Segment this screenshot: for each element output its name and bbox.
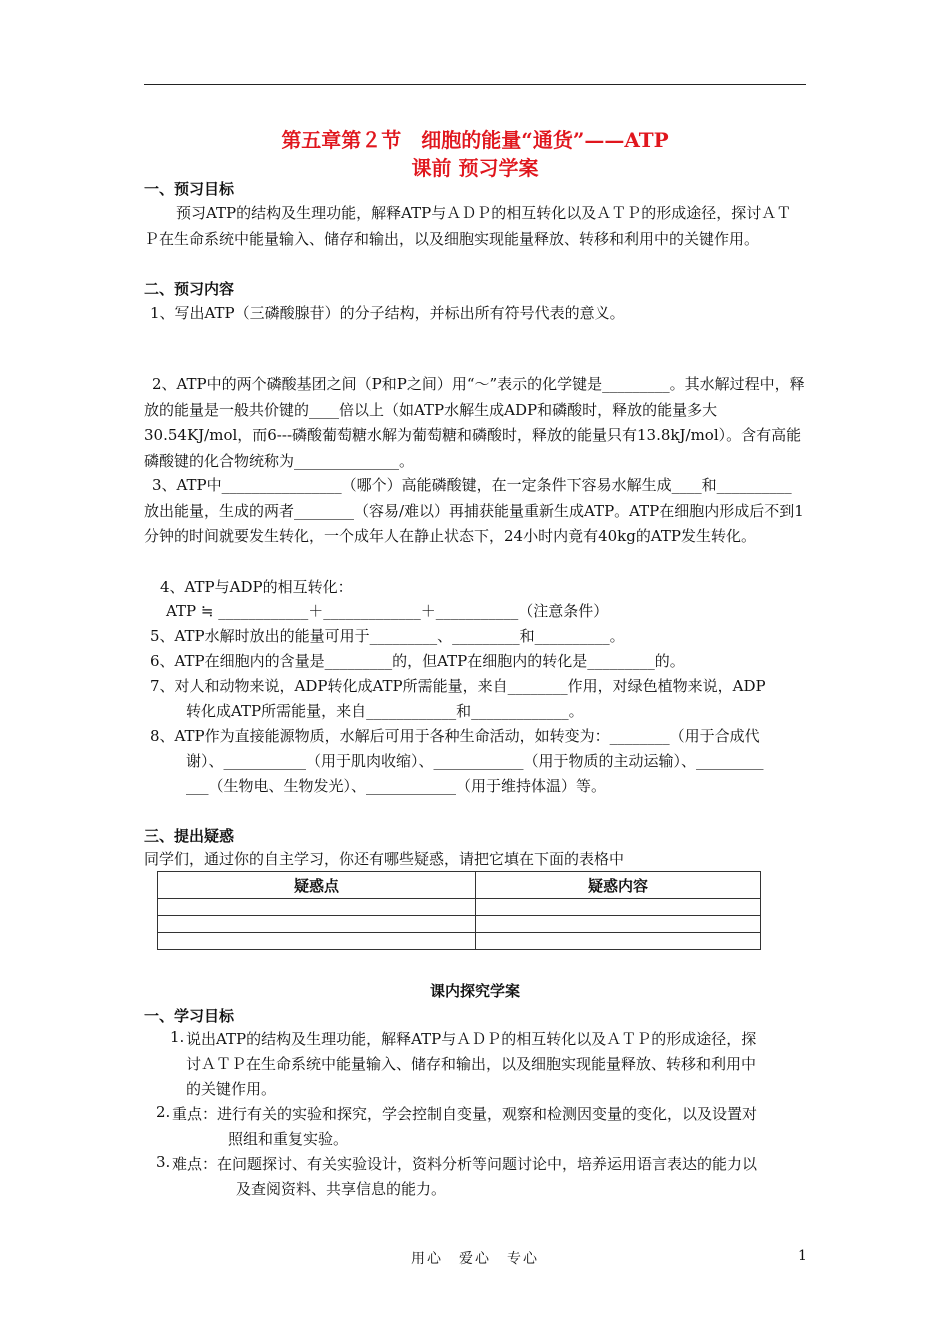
goal-2-number: 2. (156, 1103, 171, 1121)
part2-title: 课内探究学案 (429, 982, 520, 1000)
question-7-line1: 7、对人和动物来说，ADP转化成ATP所需能量，来自________作用，对绿色植物来说，ADP (150, 677, 766, 695)
question-8-line3: ___（生物电、生物发光）、____________（用于维持体温）等。 (186, 777, 607, 795)
goal-1-number: 1. (170, 1028, 185, 1046)
table-header-row (158, 872, 761, 899)
page-subtitle: 课前 预习学案 (411, 156, 539, 180)
question-8-line2: 谢）、___________（用于肌肉收缩）、____________（用于物质的主动运输）、_________ (186, 752, 764, 770)
question-3: 3、ATP中________________（哪个）高能磷酸键，在一定条件下容易水解生成____和__________放出能量，生成的两者________（容易/难以）再捕获能量重新生成ATP。ATP在细胞内形成后不到1分钟的时间就要发生转化，一个成年人在静止状态下，24小时内竟有40kg的ATP发生转化。 (144, 476, 804, 545)
section2-heading: 二、预习内容 (144, 280, 235, 298)
section3-heading: 三、提出疑惑 (144, 827, 235, 845)
question-4-equation: ATP ≒ ____________＋_____________＋___________（注意条件） (166, 602, 609, 620)
section1-text: 预习ATP的结构及生理功能，解释ATP与ＡＤＰ的相互转化以及ＡＴＰ的形成途径，探讨ＡＴＰ在生命系统中能量输入、储存和输出，以及细胞实现能量释放、转移和利用中的关键作用。 (144, 204, 792, 248)
table-row (158, 916, 761, 933)
section3-text: 同学们，通过你的自主学习，你还有哪些疑惑，请把它填在下面的表格中 (144, 850, 625, 868)
page-title: 第五章第２节 细胞的能量“通货”——ATP (281, 128, 669, 152)
question-5: 5、ATP水解时放出的能量可用于_________、_________和__________。 (150, 627, 625, 645)
table-row (158, 933, 761, 950)
part2-heading: 一、学习目标 (144, 1007, 235, 1025)
table-row (158, 899, 761, 916)
question-4-title: 4、ATP与ADP的相互转化： (160, 578, 353, 596)
table-cell[interactable] (158, 916, 476, 933)
table-cell[interactable] (476, 916, 761, 933)
table-cell[interactable] (476, 933, 761, 950)
table-header-doubt-point: 疑惑点 (158, 872, 476, 899)
question-1: 1、写出ATP（三磷酸腺苷）的分子结构，并标出所有符号代表的意义。 (150, 304, 625, 322)
table-cell[interactable] (158, 933, 476, 950)
goal-1-line3: 的关键作用。 (186, 1080, 277, 1098)
table-cell[interactable] (476, 899, 761, 916)
section1-heading: 一、预习目标 (144, 180, 235, 198)
goal-3-line1: 难点：在问题探讨、有关实验设计，资料分析等问题讨论中，培养运用语言表达的能力以 (172, 1155, 758, 1173)
question-6: 6、ATP在细胞内的含量是_________的，但ATP在细胞内的转化是_________的。 (150, 652, 685, 670)
goal-1-line1: 说出ATP的结构及生理功能，解释ATP与ＡＤＰ的相互转化以及ＡＴＰ的形成途径，探 (186, 1030, 757, 1048)
page-number: 1 (798, 1248, 807, 1264)
doubts-table (157, 871, 761, 950)
footer-motto: 用心 爱心 专心 (411, 1251, 539, 1267)
question-8-line1: 8、ATP作为直接能源物质，水解后可用于各种生命活动，如转变为：________（用于合成代 (150, 727, 760, 745)
question-7-line2: 转化成ATP所需能量，来自____________和_____________。 (186, 702, 584, 720)
goal-2-line1: 重点：进行有关的实验和探究，学会控制自变量，观察和检测因变量的变化，以及设置对 (172, 1105, 758, 1123)
table-cell[interactable] (158, 899, 476, 916)
goal-2-line2: 照组和重复实验。 (228, 1130, 349, 1148)
header-rule (144, 84, 806, 85)
table-header-doubt-content: 疑惑内容 (476, 872, 761, 899)
goal-1-line2: 讨ＡＴＰ在生命系统中能量输入、储存和输出，以及细胞实现能量释放、转移和利用中 (186, 1055, 757, 1073)
goal-3-line2: 及查阅资料、共享信息的能力。 (236, 1180, 447, 1198)
question-2: 2、ATP中的两个磷酸基团之间（P和P之间）用“～”表示的化学键是_________。其水解过程中，释放的能量是一般共价键的____倍以上（如ATP水解生成ADP和磷酸时，释放的能量多大30.54KJ/mol，而6---磷酸葡萄糖水解为葡萄糖和磷酸时，释放的能量只有13.8kJ/mol）。含有高能磷酸键的化合物统称为______________。 (144, 375, 805, 470)
goal-3-number: 3. (156, 1153, 171, 1171)
